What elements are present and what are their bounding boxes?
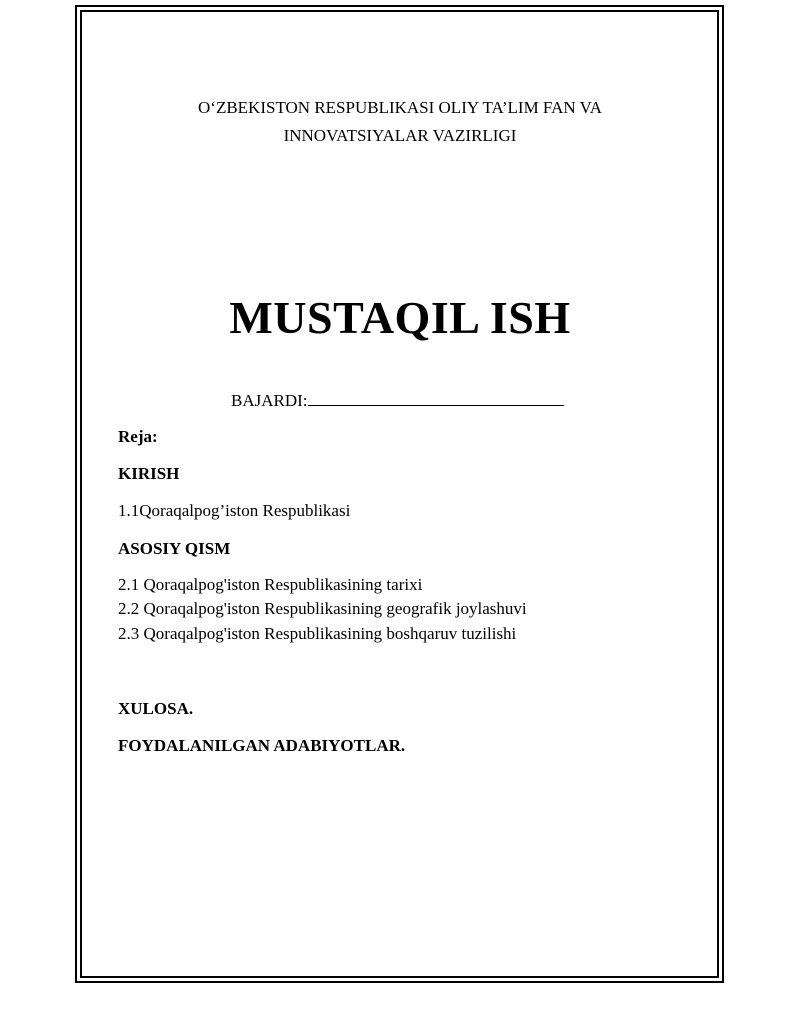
document-title: MUSTAQIL ISH	[229, 292, 571, 343]
ministry-line-1: O‘ZBEKISTON RESPUBLIKASI OLIY TA’LIM FAN VA	[198, 98, 602, 117]
plan-references: FOYDALANILGAN ADABIYOTLAR.	[118, 736, 406, 755]
plan-heading: Reja:	[118, 427, 158, 446]
bajardi-label: BAJARDI:	[231, 391, 308, 410]
plan-conclusion: XULOSA.	[118, 699, 194, 718]
bajardi-blank-line	[308, 388, 564, 406]
plan-item-2-2: 2.2 Qoraqalpog'iston Respublikasining geografik joylashuvi	[118, 599, 527, 618]
plan-item-1-1: 1.1Qoraqalpog’iston Respublikasi	[118, 501, 351, 520]
bajardi-field	[231, 388, 564, 413]
page-border-inner	[80, 10, 719, 978]
plan-item-2-3: 2.3 Qoraqalpog'iston Respublikasining boshqaruv tuzilishi	[118, 624, 517, 643]
ministry-header	[0, 94, 800, 150]
ministry-line-2: INNOVATSIYALAR VAZIRLIGI	[283, 126, 517, 145]
plan-main-part: ASOSIY QISM	[118, 539, 231, 558]
plan-item-2-1: 2.1 Qoraqalpog'iston Respublikasining tarixi	[118, 575, 423, 594]
plan-intro: KIRISH	[118, 464, 180, 483]
